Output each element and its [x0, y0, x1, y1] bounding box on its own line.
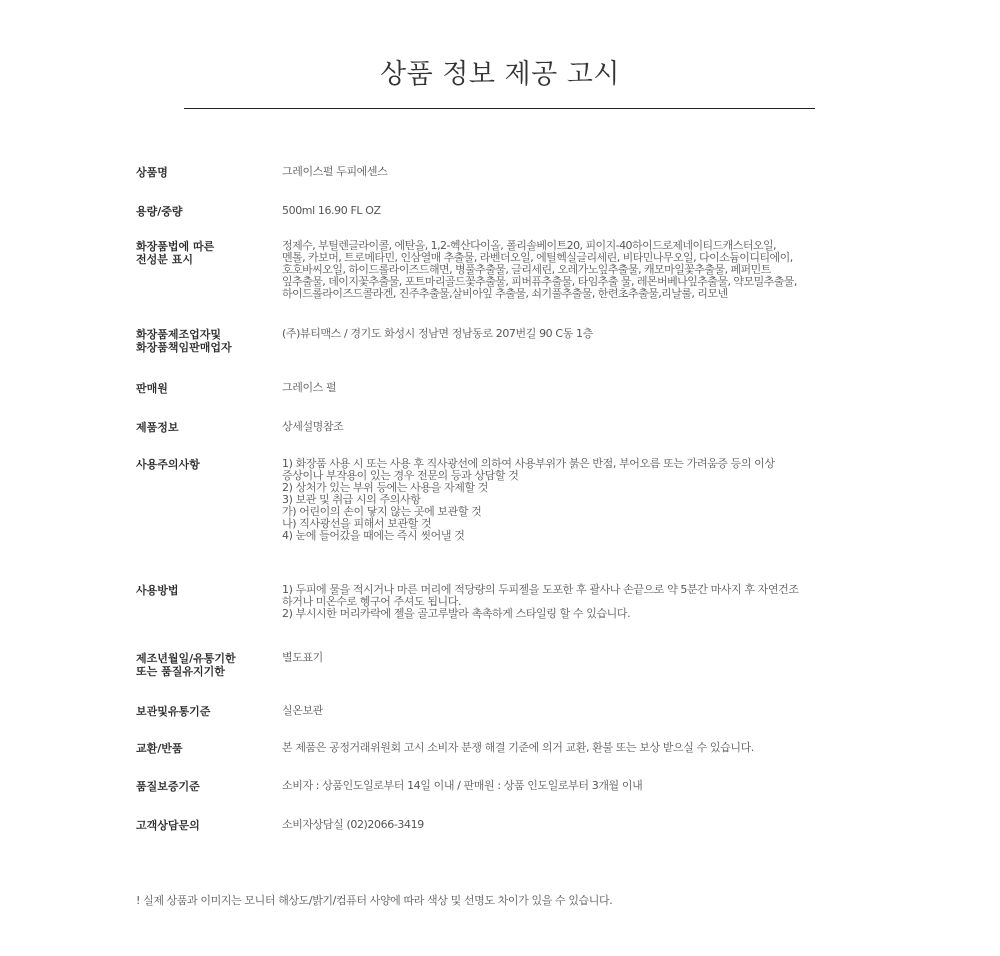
info-value: 소비자상담실 (02)2066-3419 — [282, 818, 424, 831]
info-label: 고객상담문의 — [136, 819, 200, 832]
info-label: 화장품법에 따른 전성분 표시 — [136, 240, 215, 266]
info-label: 용량/중량 — [136, 205, 183, 218]
info-value: 본 제품은 공정거래위원회 고시 소비자 분쟁 해결 기준에 의거 교환, 환불 또는 보상 받으실 수 있습니다. — [282, 741, 754, 754]
info-value: 1) 화장품 사용 시 또는 사용 후 직사광선에 의하여 사용부위가 붉은 반점, 부어오름 또는 가려움증 등의 이상 증상이나 부작용이 있는 경우 전문의 등과 상담할 것 2) 상처가 있는 부위 등에는 사용을 자제할 것 3) 보관 및 취급 시의 주의사항 가) 어린이의 손이 닿지 않는 곳에 보관할 것 나) 직사광선을 피해서 보관할 것 4) 눈에 들어갔을 때에는 즉시 씻어낼 것 — [282, 457, 775, 542]
info-value: 그레이스 펄 — [282, 381, 337, 394]
info-value: (주)뷰티맥스 / 경기도 화성시 정남면 정남동로 207번길 90 C동 1층 — [282, 327, 593, 340]
info-value: 정제수, 부틸렌글라이콜, 에탄올, 1,2-헥산다이올, 폴리솔베이트20, 피이지-40하이드로제네이티드캐스터오일, 멘톨, 카보머, 트로메타민, 인삼열매 추출물, 라벤더오일, 에틸헥실글리세린, 비타민나무오일, 다이소듐이디티에이, 호호바씨오일, 하이드롤라이즈드해면, 병풀추출물, 글리세린, 오레가노잎추출물, 캐모마일꽃추출물, 페퍼민트 잎추출물, 데이지꽃추출물, 포트마리골드꽃추출물, 피버퓨추출물, 타임추출 물, 레몬버베나잎추출물, 약모밀추출물, 하이드롤라이즈드콜라겐, 진주추출물,살비아잎 추출물, 쇠기풀추출물, 한련초추출물,리날룰, 리모넨 — [282, 239, 797, 300]
display-disclaimer: ! 실제 상품과 이미지는 모니터 해상도/밝기/컴퓨터 사양에 따라 색상 및 선명도 차이가 있을 수 있습니다. — [136, 894, 613, 907]
info-label: 품질보증기준 — [136, 780, 200, 793]
info-label: 판매원 — [136, 382, 168, 395]
info-value: 실온보관 — [282, 704, 323, 717]
info-value: 상세설명참조 — [282, 420, 344, 433]
page-title: 상품 정보 제공 고시 — [380, 59, 620, 90]
info-label: 화장품제조업자및 화장품책임판매업자 — [136, 328, 232, 354]
info-label: 제조년월일/유통기한 또는 품질유지기한 — [136, 652, 236, 678]
info-value: 1) 두피에 물을 적시거나 마른 머리에 적당량의 두피젤을 도포한 후 괄사나 손끝으로 약 5분간 마사지 후 자연건조 하거나 미온수로 헹구어 주셔도 됩니다. 2) 부시시한 머리카락에 젤을 골고루발라 촉촉하게 스타일링 할 수 있습니다. — [282, 583, 799, 620]
info-label: 보관및유통기준 — [136, 705, 211, 718]
info-label: 제품정보 — [136, 421, 179, 434]
info-label: 교환/반품 — [136, 742, 183, 755]
info-label: 사용방법 — [136, 584, 179, 597]
info-label: 상품명 — [136, 166, 168, 179]
info-label: 사용주의사항 — [136, 458, 200, 471]
info-value: 별도표기 — [282, 651, 323, 664]
info-value: 소비자 : 상품인도일로부터 14일 이내 / 판매원 : 상품 인도일로부터 3개월 이내 — [282, 779, 643, 792]
title-divider — [184, 108, 815, 109]
info-value: 500ml 16.90 FL OZ — [282, 204, 381, 217]
info-value: 그레이스펄 두피에센스 — [282, 165, 388, 178]
